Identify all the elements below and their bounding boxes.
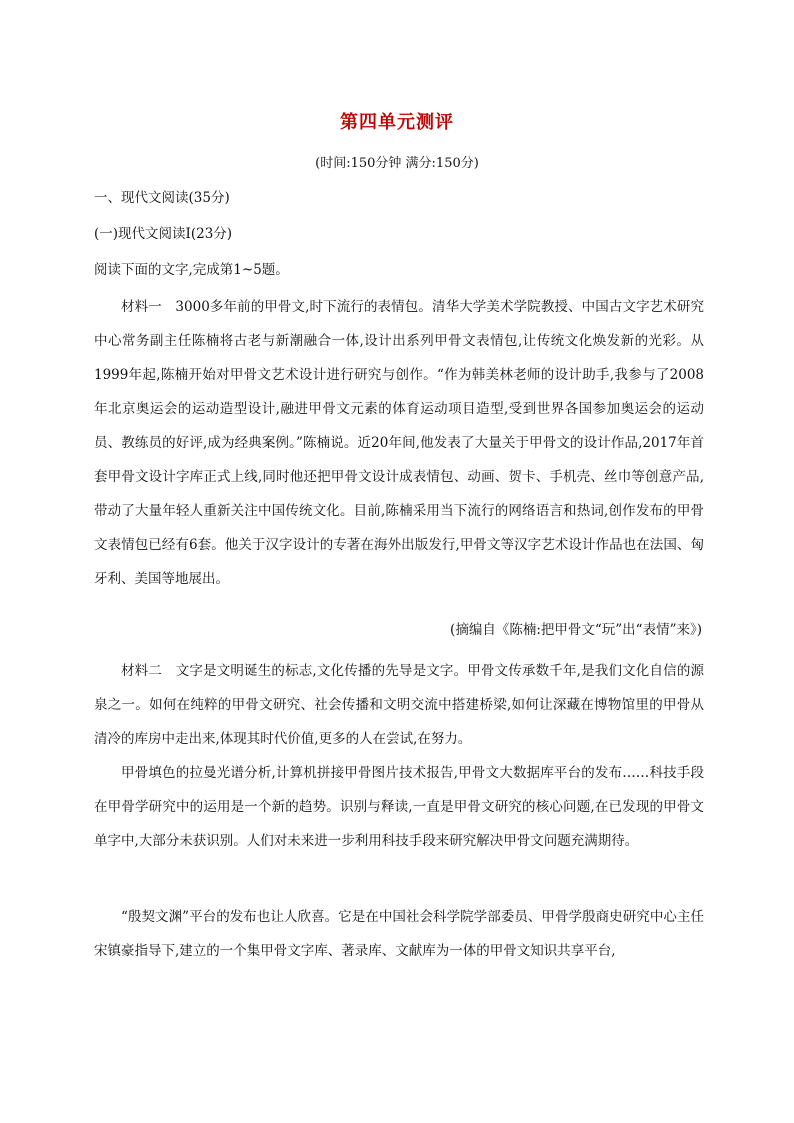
source-citation: (摘编自《陈楠:把甲骨文“玩”出“表情”来》) [450, 622, 702, 638]
material-one-paragraph: 材料一 3000多年前的甲骨文,时下流行的表情包。清华大学美术学院教授、中国古文字艺术研究中心常务副主任陈楠将古老与新潮融合一体,设计出系列甲骨文表情包,让传统文化焕发新的光彩。从1999年起,陈楠开始对甲骨文艺术设计进行研究与创作。“作为韩美林老师的设计助手,我参与了2008年北京奥运会的运动造型设计,融进甲骨文元素的体育运动项目造型,受到世界各国参加奥运会的运动员、教练员的好评,成为经典案例。”陈楠说。近20年间,他发表了大量关于甲骨文的设计作品,2017年首套甲骨文设计字库正式上线,同时他还把甲骨文设计成表情包、动画、贺卡、手机壳、丝巾等创意产品,带动了大量年轻人重新关注中国传统文化。目前,陈楠采用当下流行的网络语言和热词,创作发布的甲骨文表情包已经有6套。他关于汉字设计的专著在海外出版发行,甲骨文等汉字艺术设计作品也在法国、匈牙利、美国等地展出。 [94, 299, 704, 587]
reading-instruction: 阅读下面的文字,完成第1~5题。 [94, 262, 289, 278]
section-heading: 一、现代文阅读(35分) [94, 190, 230, 206]
page-title: 第四单元测评 [340, 112, 454, 133]
exam-time-and-score: (时间:150分钟 满分:150分) [315, 156, 479, 171]
platform-paragraph: “殷契文渊”平台的发布也让人欣喜。它是在中国社会科学院学部委员、甲骨学殷商史研究中心主任宋镇豪指导下,建立的一个集甲骨文字库、著录库、文献库为一体的甲骨文知识共享平台, [94, 909, 704, 959]
subsection-heading: (一)现代文阅读Ⅰ(23分) [94, 226, 233, 242]
material-two-paragraph: 材料二 文字是文明诞生的标志,文化传播的先导是文字。甲骨文传承数千年,是我们文化自信的源泉之一。如何在纯粹的甲骨文研究、社会传播和文明交流中搭建桥梁,如何让深藏在博物馆里的甲骨从清冷的库房中走出来,体现其时代价值,更多的人在尝试,在努力。 [94, 663, 704, 747]
technology-paragraph: 甲骨填色的拉曼光谱分析,计算机拼接甲骨图片技术报告,甲骨文大数据库平台的发布……科技手段在甲骨学研究中的运用是一个新的趋势。识别与释读,一直是甲骨文研究的核心问题,在已发现的甲骨文单字中,大部分未获识别。人们对未来进一步利用科技手段来研究解决甲骨文问题充满期待。 [94, 765, 704, 849]
